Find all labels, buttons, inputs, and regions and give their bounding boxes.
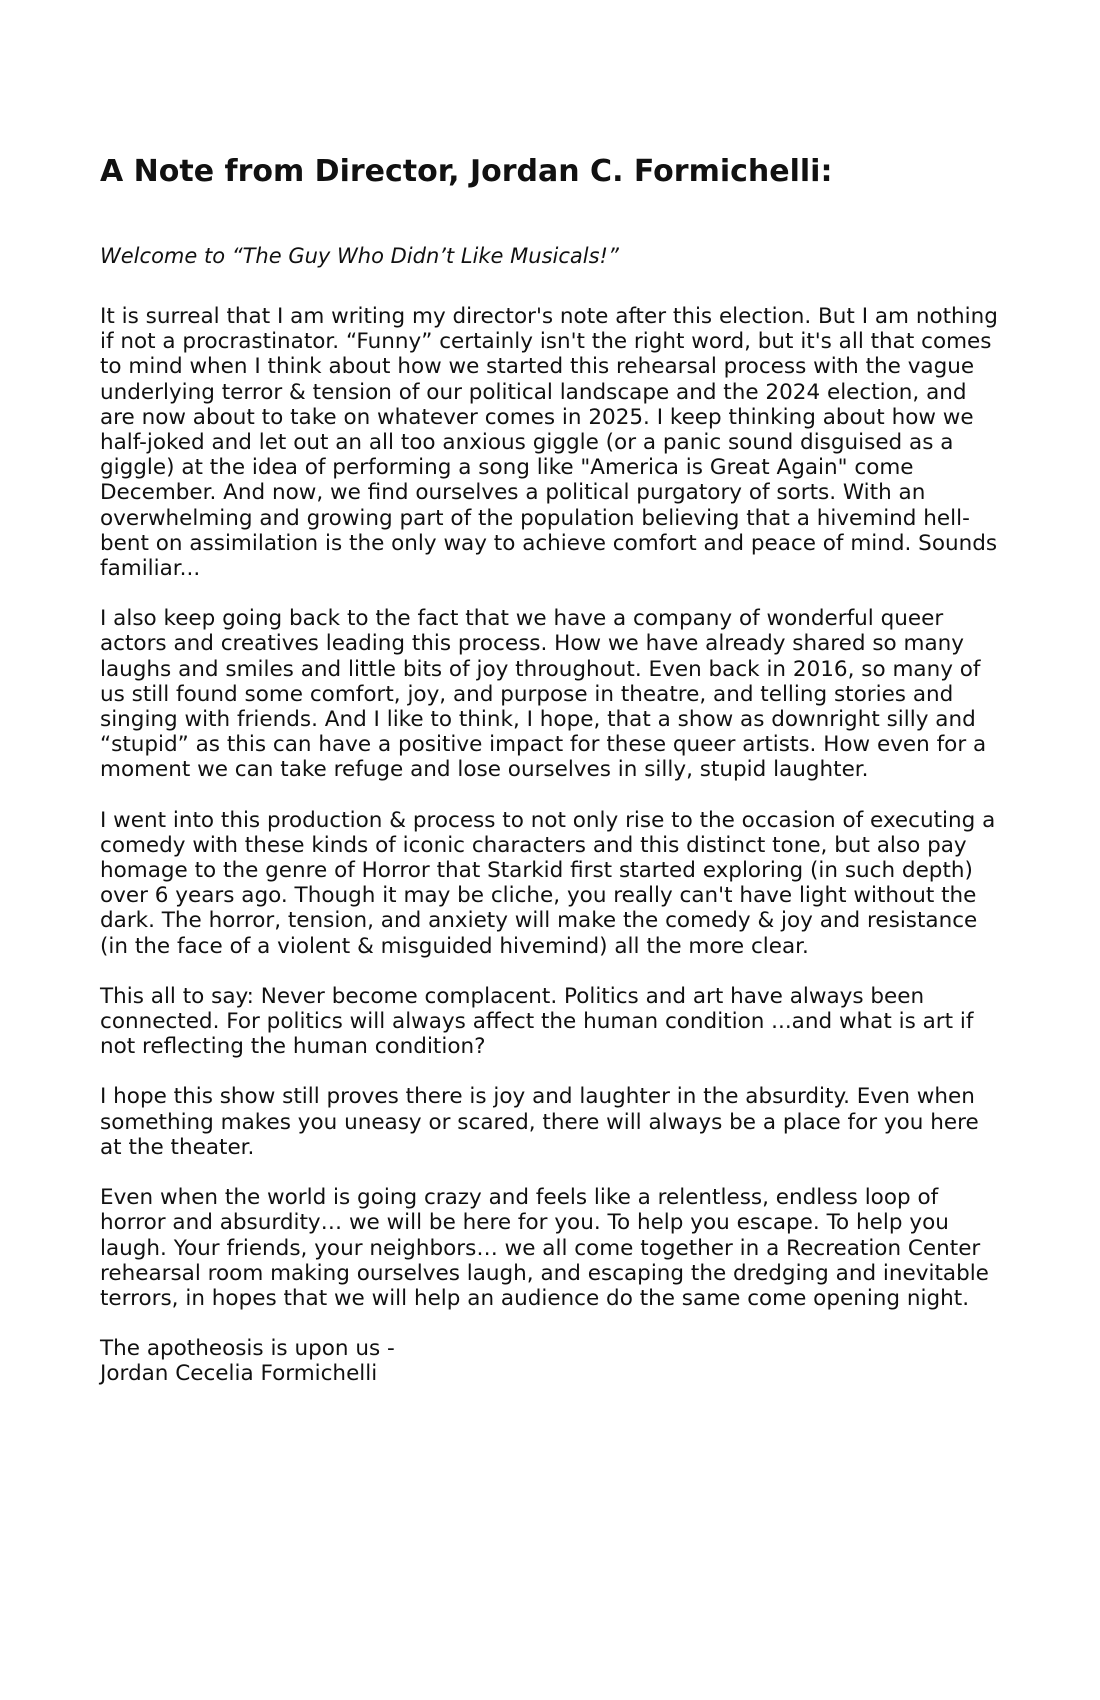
- paragraph-world: Even when the world is going crazy and feels like a relentless, endless loop of horror and absurdity… we will be here for you. To help you escape. To help you laugh. Your friends, your neighbors… we all come together in a Recreation Center rehearsal room making ourselves laugh, and escaping the dredging and inevitable terrors, in hopes that we will help an audience do the same come opening night.: [100, 1185, 989, 1311]
- paragraph-joy: I hope this show still proves there is joy and laughter in the absurdity. Even when something makes you uneasy or scared, there will always be a place for you here at the theater.: [100, 1084, 979, 1160]
- page-title: A Note from Director, Jordan C. Formichelli:: [100, 154, 833, 189]
- paragraph-election: It is surreal that I am writing my director's note after this election. But I am nothing if not a procrastinator. “Funny” certainly isn't the right word, but it's all that comes to mind when I think about how we started this rehearsal process with the vague underlying terror & tension of our political landscape and the 2024 election, and are now about to take on whatever comes in 2025. I keep thinking about how we half-joked and let out an all too anxious giggle (or a panic sound disguised as a giggle) at the idea of performing a song like "America is Great Again" come December. And now, we find ourselves a political purgatory of sorts. With an overwhelming and growing part of the population believing that a hivemind hell-bent on assimilation is the only way to achieve comfort and peace of mind. Sounds familiar...: [100, 304, 998, 582]
- paragraph-complacent: This all to say: Never become complacent. Politics and art have always been connected. For politics will always affect the human condition ...and what is art if not reflecting the human condition?: [100, 983, 974, 1060]
- signoff-line: The apotheosis is upon us -: [100, 1336, 395, 1362]
- welcome-line: Welcome to “The Guy Who Didn’t Like Musicals!”: [100, 244, 619, 268]
- paragraph-production: I went into this production & process to not only rise to the occasion of executing a comedy with these kinds of iconic characters and this distinct tone, but also pay homage to the genre of Horror that Starkid first started exploring (in such depth) over 6 years ago. Though it may be cliche, you really can't have light without the dark. The horror, tension, and anxiety will make the comedy & joy and resistance (in the face of a violent & misguided hivemind) all the more clear.: [100, 807, 996, 959]
- paragraph-company: I also keep going back to the fact that we have a company of wonderful queer actors and creatives leading this process. How we have already shared so many laughs and smiles and little bits of joy throughout. Even back in 2016, so many of us still found some comfort, joy, and purpose in theatre, and telling stories and singing with friends. And I like to think, I hope, that a show as downright silly and “stupid” as this can have a positive impact for these queer artists. How even for a moment we can take refuge and lose ourselves in silly, stupid laughter.: [100, 606, 987, 783]
- signoff: [100, 1336, 1000, 1386]
- signature-name: Jordan Cecelia Formichelli: [100, 1361, 378, 1387]
